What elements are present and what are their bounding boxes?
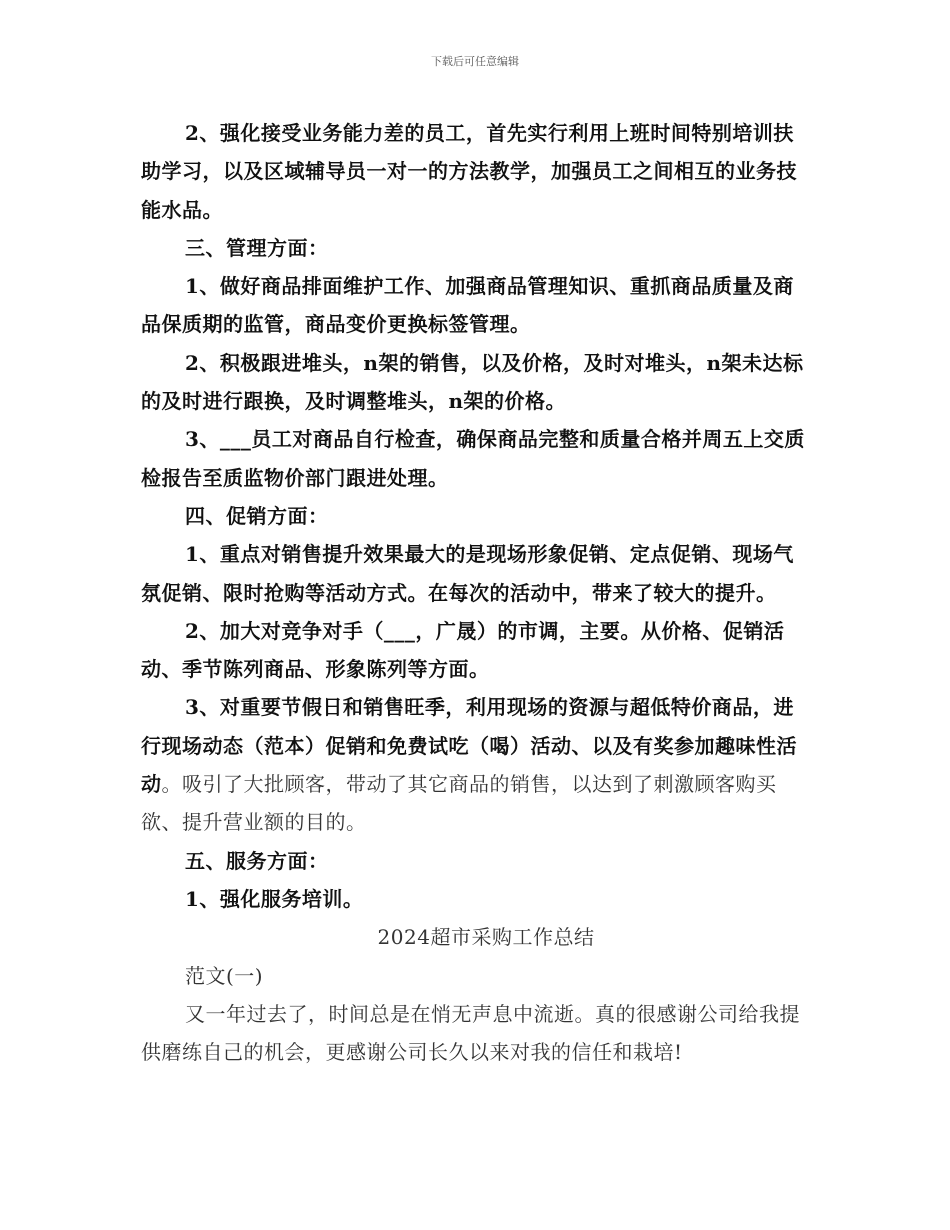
paragraph-holiday-events — [141, 688, 813, 841]
paragraph-service-training: 1、强化服务培训。 — [185, 886, 364, 911]
paragraph-merchandise-display: 1、做好商品排面维护工作、加强商品管理知识、重抓商品质量及商品保质期的监管，商品变价更换标签管理。 — [141, 274, 794, 337]
document-body — [141, 114, 813, 1071]
paragraph-promotion-methods: 1、重点对销售提升效果最大的是现场形象促销、定点促销、现场气氛促销、限时抢购等活动方式。在每次的活动中，带来了较大的提升。 — [141, 542, 794, 605]
paragraph-intro: 又一年过去了，时间总是在悄无声息中流逝。真的很感谢公司给我提供磨练自己的机会，更感谢公司长久以来对我的信任和栽培! — [141, 1001, 800, 1065]
paragraph-quality-check: 3、___员工对商品自行检查，确保商品完整和质量合格并周五上交质检报告至质监物价部门跟进处理。 — [141, 427, 805, 490]
paragraph-holiday-events-bold: 3、对重要节假日和销售旺季，利用现场的资源与超低特价商品，进行现场动态（范本）促销和免费试吃（喝）活动、以及有奖参加趣味性活动 — [141, 695, 797, 797]
section-heading-promotion: 四、促销方面： — [185, 503, 329, 528]
page-header: 下载后可任意编辑 — [431, 55, 519, 68]
paragraph-holiday-events-light: 。吸引了大批顾客，带动了其它商品的销售，以达到了刺激顾客购买欲、提升营业额的目的。 — [141, 772, 777, 835]
document-title: 2024超市采购工作总结 — [377, 925, 595, 950]
sample-label: 范文(一) — [185, 963, 264, 988]
paragraph-staff-training: 2、强化接受业务能力差的员工，首先实行利用上班时间特别培训扶助学习，以及区域辅导员一对一的方法教学，加强员工之间相互的业务技能水品。 — [141, 121, 797, 222]
section-heading-management: 三、管理方面： — [185, 235, 329, 260]
section-heading-service: 五、服务方面： — [185, 848, 329, 873]
paragraph-competitor-survey: 2、加大对竞争对手（___，广晟）的市调，主要。从价格、促销活动、季节陈列商品、形象陈列等方面。 — [141, 618, 785, 682]
paragraph-endcap-sales: 2、积极跟进堆头，n架的销售，以及价格，及时对堆头，n架未达标的及时进行跟换，及时调整堆头，n架的价格。 — [141, 350, 804, 414]
